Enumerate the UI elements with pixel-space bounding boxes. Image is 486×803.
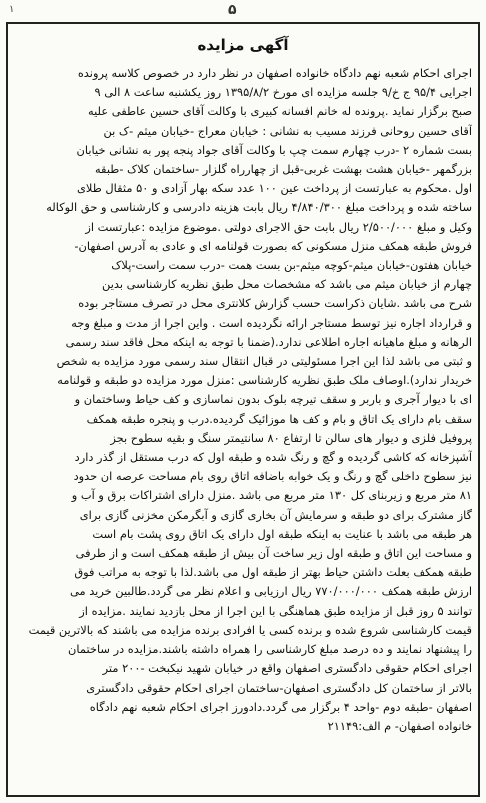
notice-line: الرهانه و مبلغ ماهیانه اجاره اطلاعی ندارد.(ضمنا با توجه به اینکه محل فاقد سند رسمی: [65, 334, 472, 349]
notice-line: خیابان هفتون-خیابان میثم-کوچه میثم-بن بست همت -درب سمت راست-پلاک: [111, 258, 472, 273]
notice-line: آشپزخانه که کاشی گردیده و گچ و رنگ شده و طبقه اول که درب مستقل از گذر دارد: [74, 450, 472, 465]
notice-line: ۸۱ متر مربع و زیربنای کل ۱۳۰ متر مربع می باشد .منزل دارای اشتراکات برق و آب و: [71, 488, 472, 503]
notice-body: [14, 64, 472, 736]
notice-line: اصفهان -طبقه دوم -واحد ۴ برگزار می گردد.دادورز اجرای احکام شعبه نهم دادگاه: [89, 699, 472, 714]
notice-line: نیز سطوح داخلی گچ و رنگ و یک خوابه باضافه اتاق روی بام مساحت عرصه ان حدود: [73, 469, 472, 484]
notice-line: فروش طبقه همکف منزل مسکونی که بصورت قولنامه ای و عادی به آدرس اصفهان-: [74, 238, 472, 253]
notice-line: خریدار ندارد).اوصاف ملک طبق نظریه کارشناسی :منزل مورد مزایده دو طبقه و قولنامه: [57, 373, 472, 388]
notice-line: اجرای احکام حقوقی دادگستری اصفهان واقع در خیابان شهید نیکبخت -۲۰۰ متر: [102, 661, 472, 676]
notice-line: اول .محکوم به عبارتست از پرداخت عین ۱۰۰ عدد سکه بهار آزادی و ۵۰ مثقال طلای: [77, 181, 472, 196]
notice-line: گاز مشترک برای دو طبقه و سرمایش آن بخاری گازی و آبگرمکن مخزنی گازی برای: [79, 507, 472, 522]
notice-line: پروفیل فلزی و دیوار های سالن تا ارتفاع ۸۰ سانتیمتر سنگ و بقیه سطوح بجز: [110, 430, 472, 445]
corner-mark: ۱: [9, 4, 15, 15]
notice-line: هر طبقه می باشد با عنایت به اینکه طبقه اول دارای یک اتاق روی پشت بام است: [92, 526, 472, 541]
notice-line: خانواده اصفهان- م الف:۲۱۱۴۹: [327, 718, 472, 733]
notice-line: قیمت کارشناسی شروع شده و برنده کسی یا افرادی برنده مزایده می باشند که بالاترین قیمت: [28, 622, 472, 637]
notice-line: ارزش طبقه همکف ۷۷۰/۰۰۰/۰۰۰ ریال ارزیابی و اعلام نظر می گردد.طالبین خرید می: [69, 584, 472, 599]
notice-line: طبقه همکف بعلت داشتن حیاط بهتر از طبقه اول می باشد.لذا با توجه به مراتب فوق: [74, 565, 472, 580]
notice-line: صبح برگزار نماید .پرونده له خانم افسانه کبیری با وکالت آقای حسین عاطفی علیه: [88, 104, 472, 119]
notice-line: اجرای احکام شعبه نهم دادگاه خانواده اصفهان در نظر دارد در خصوص کلاسه پرونده: [77, 66, 472, 80]
notice-line: و مساحت این اتاق و طبقه اول زیر ساخت آن بیش از طبقه همکف است و از طرفی: [75, 546, 472, 561]
notice-title: آگهی مزایده: [197, 36, 289, 54]
notice-line: سقف بام دارای یک اتاق و بام و کف ها موزائیک گردیده.درب و پنجره طبقه همکف: [86, 411, 472, 426]
notice-line: آقای حسین روحانی فرزند مسیب به نشانی : خیابان معراج -خیابان میثم -ک بن: [103, 123, 472, 138]
notice-line: ساخته شده و پرداخت مبلغ ۴/۸۴۰/۳۰۰ ریال بابت هزینه دادرسی و کارشناسی و حق الوکاله: [46, 200, 472, 215]
notice-line: شرح می باشد .شایان ذکراست حسب گزارش کلانتری محل در تصرف مستاجر بوده: [78, 296, 472, 311]
notice-line: بزرگمهر -خیابان هشت بهشت غربی-قبل از چهارراه گلزار -ساختمان کلاک -طبقه: [94, 162, 472, 177]
notice-line: بالاتر از ساختمان کل دادگستری اصفهان-ساختمان اجرای احکام حقوقی دادگستری: [86, 680, 472, 695]
notice-line: بست شماره ۲ -درب چهارم سمت چپ با وکالت آقای جواد پنجه پور به نشانی خیابان: [76, 142, 472, 157]
notice-line: را پیشنهاد نمایند و ده درصد مبلغ کارشناسی را همراه داشته باشند.مزایده در ساختمان: [68, 642, 472, 657]
notice-line: توانند ۵ روز قبل از مزایده طبق هماهنگی با این اجرا از محل بازدید نمایند .مزایده از: [79, 603, 472, 618]
notice-line: وکیل و مبلغ ۲/۵۰۰/۰۰۰ ریال بابت حق الاجرای دولتی .موضوع مزایده :عبارتست از: [85, 219, 472, 234]
notice-line: و ثبتی می باشد لذا این اجرا مسئولیتی در قبال انتقال سند رسمی مورد مزایده به شخص: [56, 354, 472, 369]
notice-line: ای با دیوار آجری و باربر و سقف تیرچه بلوک بدون نماسازی و کف حیاط وساختمان و: [74, 392, 472, 407]
page-mark: ۵: [228, 2, 237, 18]
notice-line: و قرارداد اجاره نیز توسط مستاجر ارائه نگردیده است . واین اجرا از مدت و مبلغ وجه: [71, 315, 472, 330]
notice-line: چهارم از خیابان میثم می باشد که مشخصات محل طبق نظریه کارشناسی بدین: [102, 277, 472, 292]
notice-line: اجرایی ۹۵/۴ ج خ/۹ جلسه مزایده ای مورخ ۱۳۹۵/۸/۲ روز یکشنبه ساعت ۸ الی ۹: [94, 85, 472, 100]
